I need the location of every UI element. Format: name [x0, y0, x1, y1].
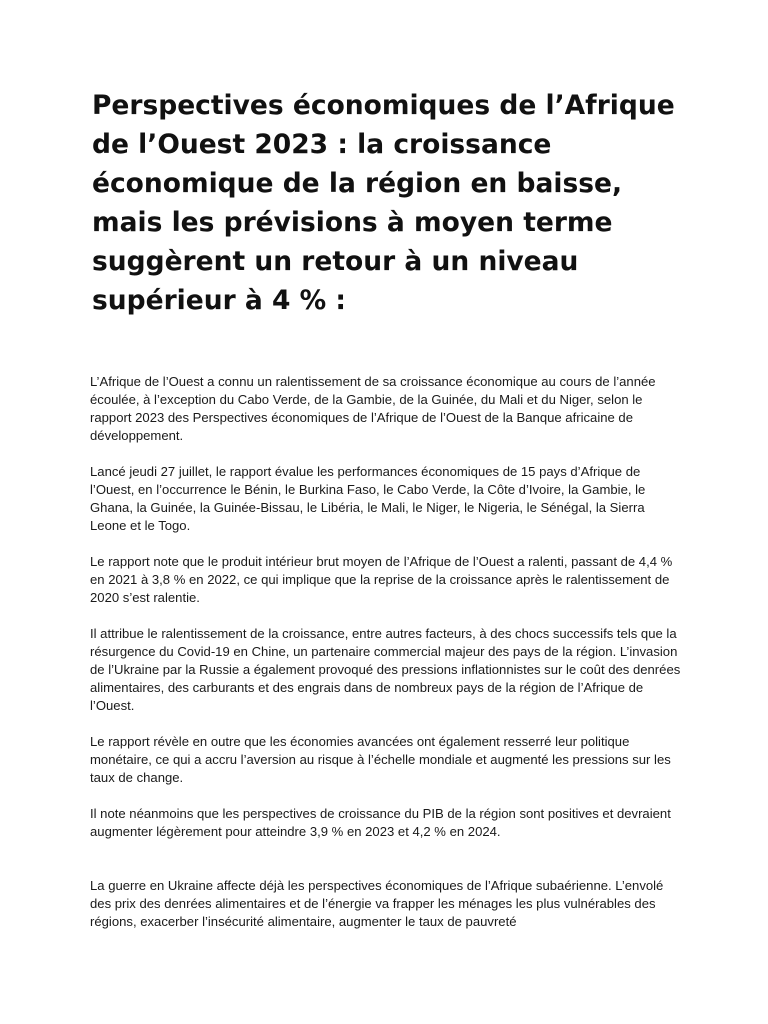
article-body: [90, 373, 682, 949]
paragraph-gdp: Le rapport note que le produit intérieur brut moyen de l’Afrique de l’Ouest a ralenti, passant de 4,4 % en 2021 à 3,8 % en 2022, ce qui implique que la reprise de la croissance après le ralentissement de 2020 s’est ralentie.: [90, 554, 673, 605]
paragraph-countries: Lancé jeudi 27 juillet, le rapport évalue les performances économiques de 15 pays d’Afrique de l’Ouest, en l’occurrence le Bénin, le Burkina Faso, le Cabo Verde, la Côte d’Ivoire, la Gambie, le Ghana, la Guinée, la Guinée-Bissau, le Libéria, le Mali, le Niger, le Nigeria, le Sénégal, la Sierra Leone et le Togo.: [90, 464, 646, 533]
paragraph-ukraine-war: La guerre en Ukraine affecte déjà les perspectives économiques de l’Afrique subaérienne. L’envolé des prix des denrées alimentaires et de l’énergie va frapper les ménages les plus vulnérables des régions, exacerber l’insécurité alimentaire, augmenter le taux de pauvreté: [90, 878, 664, 929]
paragraph-intro: L’Afrique de l’Ouest a connu un ralentissement de sa croissance économique au cours de l’année écoulée, à l’exception du Cabo Verde, de la Gambie, de la Guinée, du Mali et du Niger, selon le rapport 2023 des Perspectives économiques de l’Afrique de l’Ouest de la Banque africaine de développement.: [90, 374, 656, 443]
paragraph-outlook: Il note néanmoins que les perspectives de croissance du PIB de la région sont positives et devraient augmenter légèrement pour atteindre 3,9 % en 2023 et 4,2 % en 2024.: [90, 806, 671, 839]
paragraph-causes: Il attribue le ralentissement de la croissance, entre autres facteurs, à des chocs successifs tels que la résurgence du Covid-19 en Chine, un partenaire commercial majeur des pays de la région. L’invasion de l’Ukraine par la Russie a également provoqué des pressions inflationnistes sur le coût des denrées alimentaires, des carburants et des engrais dans de nombreux pays de la région de l’Afrique de l’Ouest.: [90, 626, 681, 713]
paragraph-monetary-policy: Le rapport révèle en outre que les économies avancées ont également resserré leur politique monétaire, ce qui a accru l’aversion au risque à l’échelle mondiale et augmenté les pressions sur les taux de change.: [90, 734, 671, 785]
article-title: Perspectives économiques de l’Afrique de l’Ouest 2023 : la croissance économique de la région en baisse, mais les prévisions à moyen terme suggèrent un retour à un niveau supérieur à 4 % :: [92, 90, 675, 316]
